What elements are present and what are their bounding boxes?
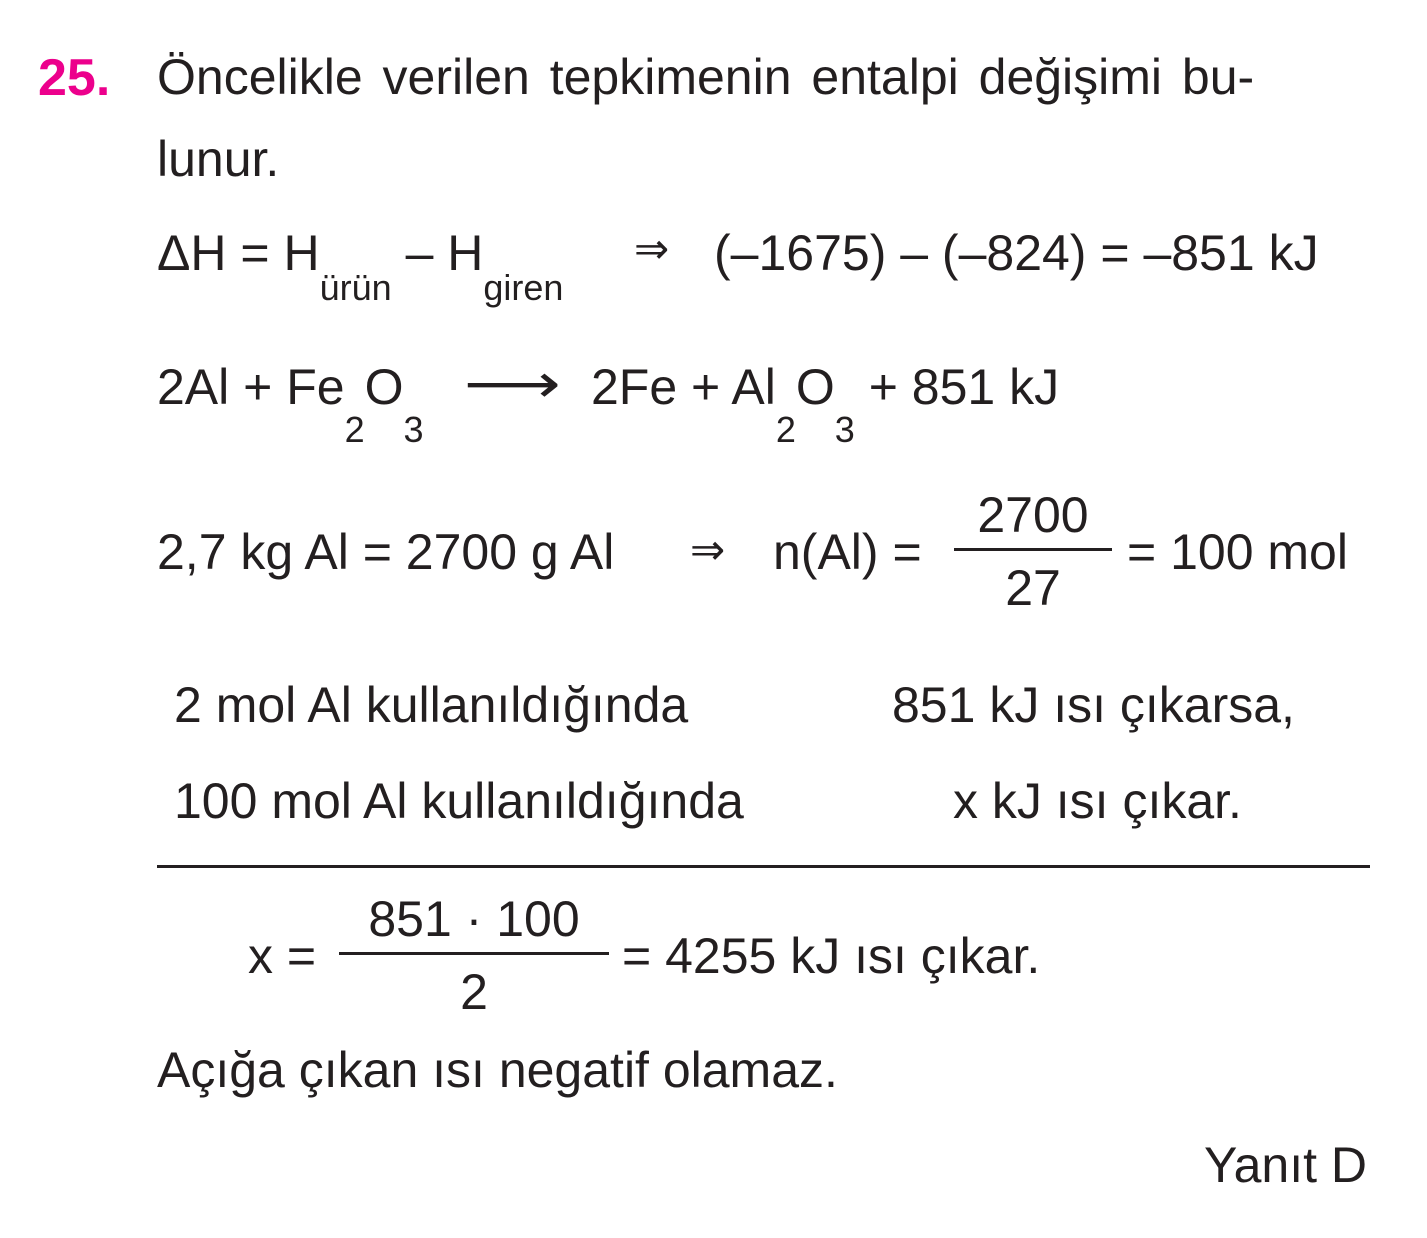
enthalpy-equation — [157, 225, 564, 308]
reaction-sub-3: 2 — [775, 409, 796, 450]
proportion-row1-left: 2 mol Al kullanıldığında — [174, 677, 689, 733]
solution-fraction-bar — [339, 952, 609, 955]
minus-h-label: – H — [391, 225, 484, 281]
moles-numerator: 2700 — [977, 487, 1089, 543]
reaction-sub-2: 3 — [403, 409, 424, 450]
reaction-part-2: O — [364, 359, 404, 415]
solution-numerator: 851 · 100 — [368, 891, 580, 947]
product-subscript: ürün — [319, 267, 392, 308]
fraction-bar — [954, 548, 1112, 551]
solution-denominator: 2 — [460, 964, 488, 1020]
reactant-subscript: giren — [483, 267, 564, 308]
note-text: Açığa çıkan ısı negatif olamaz. — [157, 1042, 838, 1098]
reaction-sub-1: 2 — [344, 409, 365, 450]
solution-result: = 4255 kJ ısı çıkar. — [622, 928, 1041, 984]
reaction-part-5: + 851 kJ — [854, 359, 1060, 415]
reaction-products — [591, 359, 1060, 450]
reaction-arrow: ⟶ — [464, 352, 561, 415]
moles-result: = 100 mol — [1127, 524, 1348, 580]
reaction-part-3: 2Fe + Al — [591, 359, 776, 415]
solution-fraction — [339, 891, 609, 1020]
proportion-row1-right: 851 kJ ısı çıkarsa, — [892, 677, 1295, 733]
proportion-row2-right: x kJ ısı çıkar. — [953, 773, 1242, 829]
implies-arrow-1: ⇒ — [634, 224, 670, 273]
moles-denominator: 27 — [1005, 560, 1061, 616]
question-number: 25. — [38, 49, 111, 107]
reaction-part-1: 2Al + Fe — [157, 359, 345, 415]
reaction-part-4: O — [795, 359, 835, 415]
divider-line — [157, 865, 1370, 868]
solution-x-label: x = — [248, 928, 317, 984]
moles-label: n(Al) = — [773, 524, 922, 580]
enthalpy-calculation: (–1675) – (–824) = –851 kJ — [714, 225, 1319, 281]
reaction-equation — [157, 359, 424, 450]
moles-fraction — [954, 487, 1112, 616]
mass-conversion: 2,7 kg Al = 2700 g Al — [157, 524, 615, 580]
answer-label: Yanıt D — [1203, 1137, 1367, 1193]
reaction-sub-4: 3 — [834, 409, 855, 450]
intro-line-1: Öncelikle verilen tepkimenin entalpi değişimi bu- — [157, 49, 1255, 105]
implies-arrow-2: ⇒ — [690, 525, 726, 574]
proportion-row2-left: 100 mol Al kullanıldığında — [174, 773, 744, 829]
delta-h-label: ΔH = H — [157, 225, 320, 281]
intro-line-2: lunur. — [157, 131, 280, 187]
